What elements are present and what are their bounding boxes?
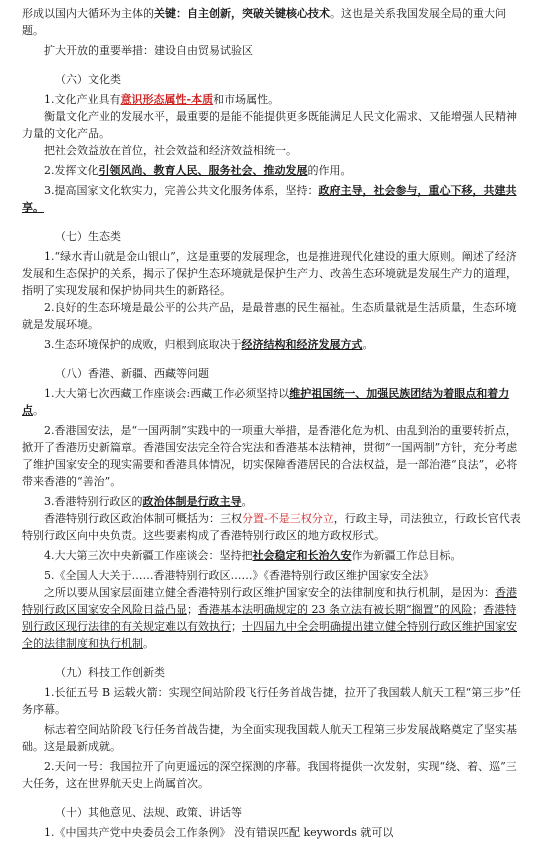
culture-item-1-detail: 衡量文化产业的发展水平，最重要的是能不能提供更多既能满足人民文化需求、又能增强人民精神力量的文化产品。: [22, 110, 517, 140]
culture-item-1-note: 把社会效益放在首位，社会效益和经济效益相统一。: [44, 144, 297, 157]
key-term: 维护祖国统一、加强民族团结为着眼点和着力点: [22, 387, 510, 417]
key-term: 社会稳定和长治久安: [252, 549, 352, 562]
tech-item-2: 2.天问一号：我国拉开了向更遥远的深空探测的序幕。我国将提供一次发射，实现“绕、着、巡”三大任务，这在世界航天史上尚属首次。: [22, 760, 517, 790]
ecology-item-2: 2.良好的生态环境是最公平的公共产品，是最普惠的民生福祉。生态质量就是生活质量，生态环境就是发展环境。: [22, 301, 517, 331]
regions-item-5: 5.《全国人大关于……香港特别行政区……》《香港特别行政区维护国家安全法》: [44, 569, 434, 582]
ecology-item-3: 3.生态环境保护的成败，归根到底取决于经济结构和经济发展方式。: [44, 338, 374, 351]
key-term: 政治体制是行政主导: [142, 495, 242, 508]
ecology-item-1: 1.“绿水青山就是金山银山”，这是重要的发展理念，也是推进现代化建设的重大原则。阐述了经济发展和生态保护的关系，揭示了保护生态环境就是保护生产力、改善生态环境就是发展生产力的道理，指明了实现发展和保护协同共生的新路径。: [22, 250, 517, 297]
section-heading-other: （十）其他意见、法规、政策、讲话等: [55, 806, 242, 819]
paragraph-intro-2: 扩大开放的重要举措：建设自由贸易试验区: [44, 44, 253, 57]
key-term: 经济结构和经济发展方式: [241, 338, 363, 351]
key-term: 分置-不是三权分立: [242, 512, 334, 525]
regions-item-5-detail: 之所以要从国家层面建立健全香港特别行政区维护国家安全的法律制度和执行机制，是因为：香港特别行政区国家安全风险日益凸显；香港基本法明确规定的 23 条立法有被长期“搁置”的风险；香港特别行政区现行法律的有关规定难以有效执行；十四届九中全会明确提出建立健全特别行政区维护国家安全的法律制度和执行机制。: [22, 586, 517, 650]
key-term: 政府主导，社会参与，重心下移，共建共享。: [22, 184, 517, 214]
regions-item-3-detail: 香港特别行政区政治体制可概括为：三权分置-不是三权分立，行政主导，司法独立，行政长官代表特别行政区向中央负责。这些要素构成了香港特别行政区的地方政权形式。: [22, 512, 521, 542]
regions-item-3: 3.香港特别行政区的政治体制是行政主导。: [44, 495, 253, 508]
section-heading-culture: （六）文化类: [55, 73, 121, 86]
regions-item-1: 1.大大第七次西藏工作座谈会:西藏工作必须坚持以维护祖国统一、加强民族团结为着眼点和着力点。: [22, 387, 510, 417]
section-heading-regions: （八）香港、新疆、西藏等问题: [55, 367, 209, 380]
section-heading-tech: （九）科技工作创新类: [55, 666, 165, 679]
tech-item-1: 1.长征五号 B 运载火箭：实现空间站阶段飞行任务首战告捷，拉开了我国载人航天工程“第三步”任务序幕。: [22, 686, 521, 716]
culture-item-1: 1.文化产业具有意识形态属性-本质和市场属性。: [44, 93, 280, 106]
culture-item-2: 2.发挥文化引领风尚、教育人民、服务社会、推动发展的作用。: [44, 164, 352, 177]
key-term: 意识形态属性-本质: [120, 93, 214, 106]
key-term: 引领风尚、教育人民、服务社会、推动发展: [98, 164, 308, 177]
other-item-1: 1.《中国共产党中央委员会工作条例》 没有错误匹配 keywords 就可以: [44, 826, 394, 839]
section-heading-ecology: （七）生态类: [55, 230, 121, 243]
paragraph-intro-1: 形成以国内大循环为主体的关键：自主创新，突破关键核心技术。这也是关系我国发展全局的重大问题。: [22, 7, 506, 37]
tech-item-1-detail: 标志着空间站阶段飞行任务首战告捷，为全面实现我国载人航天工程第三步发展战略奠定了坚实基础。这是最新成就。: [22, 723, 517, 753]
regions-item-2: 2.香港国安法，是“一国两制”实践中的一项重大举措，是香港化危为机、由乱到治的重要转折点，掀开了香港历史新篇章。香港国安法完全符合宪法和香港基本法精神，贯彻“一国两制”方针，充分考虑了维护国家安全的现实需要和香港具体情况，切实保障香港居民的合法权益，是一部治港“良法”，必将带来香港的“善治”。: [22, 424, 518, 488]
key-term: 关键：自主创新，突破关键核心技术: [154, 7, 330, 20]
regions-item-4: 4.大大第三次中央新疆工作座谈会：坚持把社会稳定和长治久安作为新疆工作总目标。: [44, 549, 462, 562]
culture-item-3: 3.提高国家文化软实力，完善公共文化服务体系，坚持：政府主导，社会参与，重心下移，共建共享。: [22, 184, 517, 214]
